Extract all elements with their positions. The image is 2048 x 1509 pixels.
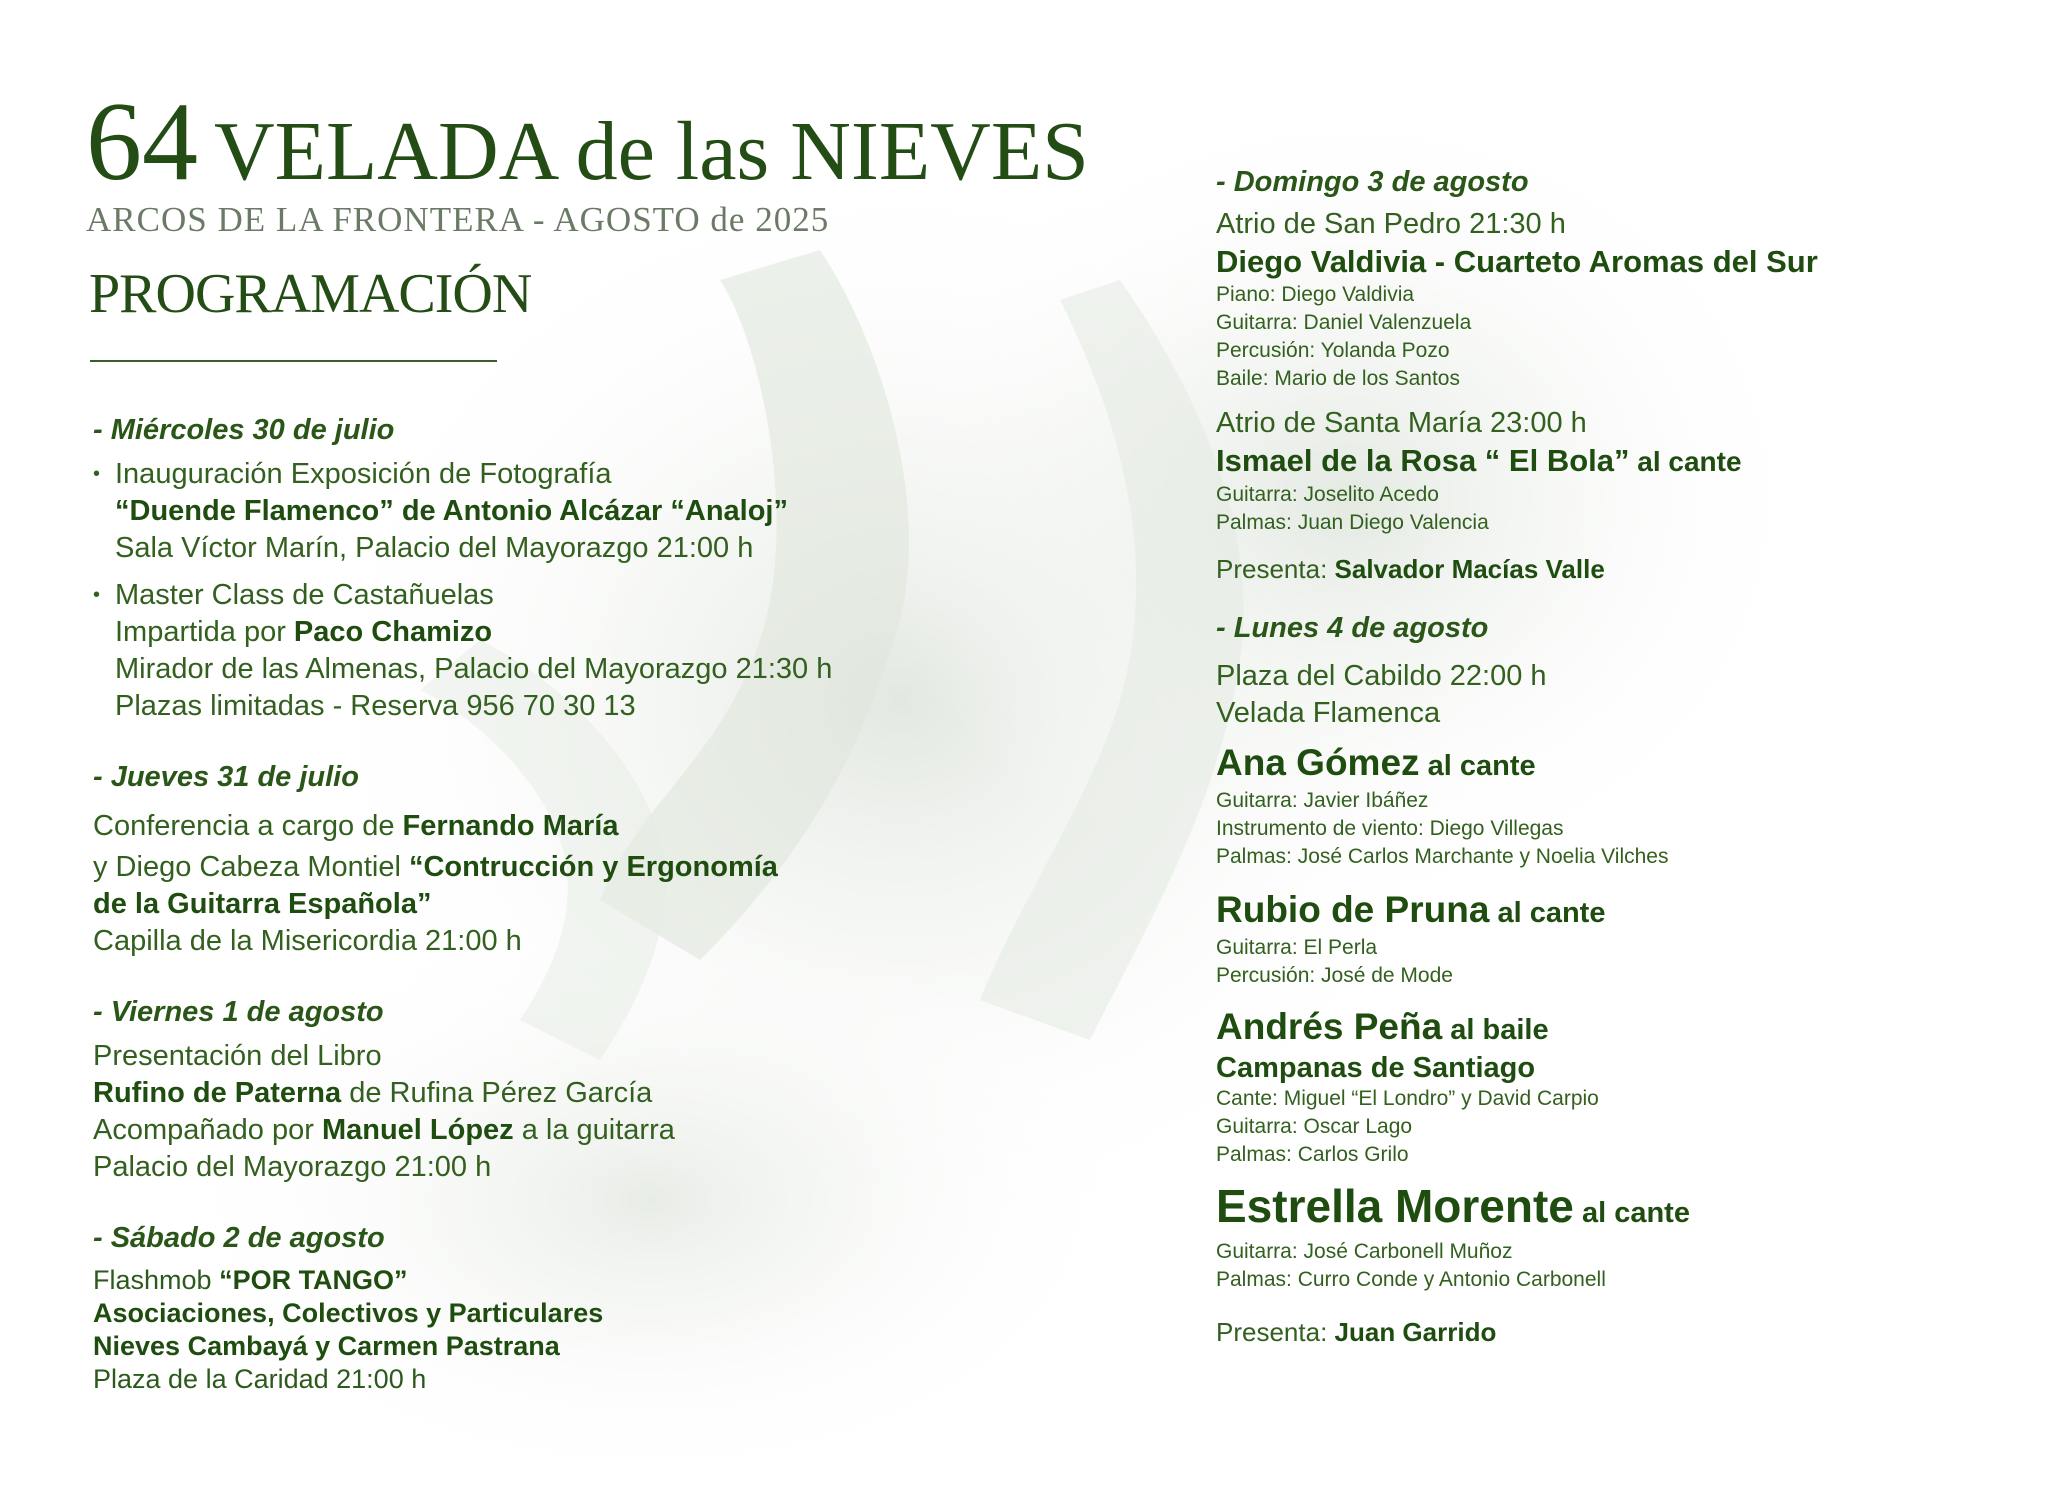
subtitle: ARCOS DE LA FRONTERA - AGOSTO de 2025 (86, 200, 830, 239)
performer-name: Andrés Peña al baile (1216, 1006, 1549, 1047)
credit-line: Percusión: José de Mode (1216, 964, 1453, 987)
act-diego-valdivia: Diego Valdivia - Cuarteto Aromas del Sur (1216, 244, 1818, 279)
credit-line: Baile: Mario de los Santos (1216, 367, 1460, 390)
list-item: • Master Class de Castañuelas (93, 577, 832, 614)
event-flashmob (93, 1264, 832, 1396)
day-heading-thu: - Jueves 31 de julio (93, 761, 359, 793)
day-heading-wed: - Miércoles 30 de julio (93, 414, 395, 446)
sun-presenter: Presenta: Salvador Macías Valle (1216, 554, 1605, 584)
event-title (86, 78, 1089, 207)
act-rubio-de-pruna (1216, 889, 1818, 990)
book-line-2: Rufino de Paterna de Rufina Pérez García (93, 1077, 653, 1109)
exhibition-title: “Duende Flamenco” de Antonio Alcázar “Analoj” (115, 495, 788, 527)
credit-line: Guitarra: Javier Ibáñez (1216, 789, 1429, 812)
credit-line: Palmas: Carlos Grilo (1216, 1143, 1409, 1166)
day-heading-mon: - Lunes 4 de agosto (1216, 612, 1489, 644)
conference-line-3: de la Guitarra Española” (93, 888, 432, 920)
act-diego-valdivia-credits (1216, 281, 1818, 393)
credit-line: Palmas: Juan Diego Valencia (1216, 511, 1489, 534)
left-column (93, 412, 832, 1396)
flashmob-line-1: Flashmob “POR TANGO” (93, 1265, 408, 1295)
performer-name: Ana Gómez al cante (1216, 742, 1536, 783)
andres-pena-show: Campanas de Santiago (1216, 1052, 1536, 1084)
act-ana-gomez (1216, 742, 1818, 871)
book-line-3: Acompañado por Manuel López a la guitarra (93, 1114, 675, 1146)
bullet-icon: • (93, 584, 101, 606)
credit-line: Palmas: Curro Conde y Antonio Carbonell (1216, 1268, 1606, 1291)
book-line-1: Presentación del Libro (93, 1040, 382, 1072)
credit-line: Palmas: José Carlos Marchante y Noelia Vilches (1216, 845, 1669, 868)
venue-cabildo: Plaza del Cabildo 22:00 h (1216, 660, 1547, 692)
venue-san-pedro: Atrio de San Pedro 21:30 h (1216, 208, 1566, 240)
credit-line: Guitarra: José Carbonell Muñoz (1216, 1240, 1513, 1263)
credit-line: Guitarra: Daniel Valenzuela (1216, 311, 1472, 334)
performer-name: Rubio de Pruna al cante (1216, 889, 1606, 930)
edition-number: 64 (86, 80, 198, 204)
credit-line: Instrumento de viento: Diego Villegas (1216, 817, 1564, 840)
credit-line: Percusión: Yolanda Pozo (1216, 339, 1450, 362)
masterclass-teacher: Impartida por Paco Chamizo (115, 616, 493, 648)
credit-line: Cante: Miguel “El Londro” y David Carpio (1216, 1087, 1599, 1110)
masterclass-booking: Plazas limitadas - Reserva 956 70 30 13 (115, 690, 636, 722)
right-column (1216, 164, 1818, 1351)
list-item: • Inauguración Exposición de Fotografía (93, 456, 832, 493)
event-conference (93, 803, 832, 960)
act-andres-pena (1216, 1006, 1818, 1169)
credit-line: Guitarra: El Perla (1216, 936, 1378, 959)
credit-line: Guitarra: Oscar Lago (1216, 1115, 1413, 1138)
day-heading-sun: - Domingo 3 de agosto (1216, 166, 1529, 198)
event-name: VELADA de las NIEVES (214, 105, 1089, 198)
event-masterclass (93, 577, 832, 725)
day-heading-sat: - Sábado 2 de agosto (93, 1222, 385, 1254)
act-estrella-morente (1216, 1181, 1818, 1294)
exhibition-venue: Sala Víctor Marín, Palacio del Mayorazgo 21:00 h (115, 532, 754, 564)
title-divider (90, 360, 497, 362)
book-venue: Palacio del Mayorazgo 21:00 h (93, 1151, 492, 1183)
event-exhibition (93, 456, 832, 567)
event-book (93, 1038, 832, 1186)
act-ismael-de-la-rosa: Ismael de la Rosa “ El Bola” al cante (1216, 443, 1742, 478)
section-title: PROGRAMACIÓN (89, 263, 532, 325)
conference-line-1: Conferencia a cargo de Fernando María (93, 810, 619, 842)
conference-venue: Capilla de la Misericordia 21:00 h (93, 925, 522, 957)
flashmob-line-3: Nieves Cambayá y Carmen Pastrana (93, 1331, 560, 1361)
venue-santa-maria: Atrio de Santa María 23:00 h (1216, 407, 1587, 439)
credit-line: Piano: Diego Valdivia (1216, 283, 1415, 306)
day-heading-fri: - Viernes 1 de agosto (93, 996, 384, 1028)
conference-line-2: y Diego Cabeza Montiel “Contrucción y Ergonomía (93, 851, 778, 883)
act-ismael-credits (1216, 481, 1818, 537)
credit-line: Guitarra: Joselito Acedo (1216, 483, 1439, 506)
performer-name: Estrella Morente al cante (1216, 1180, 1690, 1232)
bullet-icon: • (93, 463, 101, 485)
masterclass-venue: Mirador de las Almenas, Palacio del Mayorazgo 21:30 h (115, 653, 833, 685)
event-velada-flamenca: Velada Flamenca (1216, 697, 1441, 729)
flashmob-line-2: Asociaciones, Colectivos y Particulares (93, 1298, 604, 1328)
mon-presenter: Presenta: Juan Garrido (1216, 1317, 1497, 1347)
flashmob-venue: Plaza de la Caridad 21:00 h (93, 1364, 427, 1394)
